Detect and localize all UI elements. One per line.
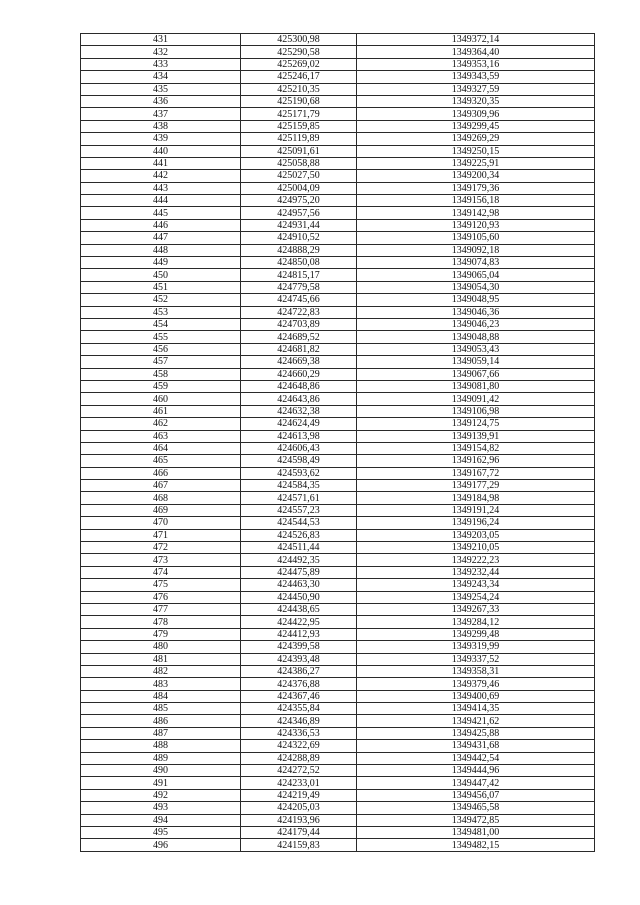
x-coordinate-cell: 425119,89 (241, 133, 357, 145)
y-coordinate-cell: 1349179,36 (357, 182, 595, 194)
point-number-cell: 442 (81, 170, 241, 182)
x-coordinate-cell: 424205,03 (241, 802, 357, 814)
table-row (81, 58, 595, 70)
table-row (81, 356, 595, 368)
y-coordinate-cell: 1349442,54 (357, 752, 595, 764)
x-coordinate-cell: 424910,52 (241, 232, 357, 244)
x-coordinate-cell: 424850,08 (241, 257, 357, 269)
x-coordinate-cell: 424386,27 (241, 665, 357, 677)
y-coordinate-cell: 1349250,15 (357, 145, 595, 157)
x-coordinate-cell: 425300,98 (241, 34, 357, 46)
table-row (81, 616, 595, 628)
point-number-cell: 486 (81, 715, 241, 727)
point-number-cell: 472 (81, 542, 241, 554)
table-row (81, 418, 595, 430)
x-coordinate-cell: 424475,89 (241, 566, 357, 578)
x-coordinate-cell: 424355,84 (241, 703, 357, 715)
point-number-cell: 436 (81, 95, 241, 107)
y-coordinate-cell: 1349067,66 (357, 368, 595, 380)
point-number-cell: 470 (81, 517, 241, 529)
x-coordinate-cell: 424557,23 (241, 504, 357, 516)
x-coordinate-cell: 424643,86 (241, 393, 357, 405)
x-coordinate-cell: 425091,61 (241, 145, 357, 157)
y-coordinate-cell: 1349105,60 (357, 232, 595, 244)
y-coordinate-cell: 1349074,83 (357, 257, 595, 269)
x-coordinate-cell: 425027,50 (241, 170, 357, 182)
x-coordinate-cell: 424233,01 (241, 777, 357, 789)
table-row (81, 430, 595, 442)
y-coordinate-cell: 1349184,98 (357, 492, 595, 504)
table-row (81, 715, 595, 727)
y-coordinate-cell: 1349299,48 (357, 628, 595, 640)
y-coordinate-cell: 1349142,98 (357, 207, 595, 219)
table-row (81, 752, 595, 764)
table-row (81, 257, 595, 269)
point-number-cell: 468 (81, 492, 241, 504)
table-row (81, 281, 595, 293)
y-coordinate-cell: 1349414,35 (357, 703, 595, 715)
y-coordinate-cell: 1349447,42 (357, 777, 595, 789)
table-row (81, 517, 595, 529)
table-row (81, 827, 595, 839)
y-coordinate-cell: 1349482,15 (357, 839, 595, 851)
table-row (81, 34, 595, 46)
x-coordinate-cell: 424412,93 (241, 628, 357, 640)
point-number-cell: 487 (81, 727, 241, 739)
x-coordinate-cell: 424648,86 (241, 380, 357, 392)
point-number-cell: 446 (81, 219, 241, 231)
point-number-cell: 471 (81, 529, 241, 541)
y-coordinate-cell: 1349364,40 (357, 46, 595, 58)
y-coordinate-cell: 1349222,23 (357, 554, 595, 566)
point-number-cell: 457 (81, 356, 241, 368)
y-coordinate-cell: 1349243,34 (357, 579, 595, 591)
table-row (81, 678, 595, 690)
point-number-cell: 483 (81, 678, 241, 690)
x-coordinate-cell: 424272,52 (241, 765, 357, 777)
x-coordinate-cell: 424689,52 (241, 331, 357, 343)
point-number-cell: 462 (81, 418, 241, 430)
x-coordinate-cell: 425246,17 (241, 71, 357, 83)
table-row (81, 690, 595, 702)
table-row (81, 368, 595, 380)
y-coordinate-cell: 1349353,16 (357, 58, 595, 70)
x-coordinate-cell: 424660,29 (241, 368, 357, 380)
table-row (81, 814, 595, 826)
y-coordinate-cell: 1349320,35 (357, 95, 595, 107)
x-coordinate-cell: 424815,17 (241, 269, 357, 281)
table-row (81, 740, 595, 752)
x-coordinate-cell: 424159,83 (241, 839, 357, 851)
x-coordinate-cell: 424624,49 (241, 418, 357, 430)
table-row (81, 492, 595, 504)
point-number-cell: 432 (81, 46, 241, 58)
x-coordinate-cell: 424681,82 (241, 343, 357, 355)
x-coordinate-cell: 424399,58 (241, 641, 357, 653)
point-number-cell: 461 (81, 405, 241, 417)
table-row (81, 269, 595, 281)
table-row (81, 665, 595, 677)
point-number-cell: 437 (81, 108, 241, 120)
x-coordinate-cell: 424336,53 (241, 727, 357, 739)
y-coordinate-cell: 1349156,18 (357, 195, 595, 207)
table-row (81, 157, 595, 169)
point-number-cell: 464 (81, 442, 241, 454)
y-coordinate-cell: 1349379,46 (357, 678, 595, 690)
point-number-cell: 492 (81, 789, 241, 801)
y-coordinate-cell: 1349059,14 (357, 356, 595, 368)
table-row (81, 442, 595, 454)
x-coordinate-cell: 424957,56 (241, 207, 357, 219)
point-number-cell: 495 (81, 827, 241, 839)
table-row (81, 566, 595, 578)
y-coordinate-cell: 1349203,05 (357, 529, 595, 541)
y-coordinate-cell: 1349284,12 (357, 616, 595, 628)
y-coordinate-cell: 1349091,42 (357, 393, 595, 405)
y-coordinate-cell: 1349358,31 (357, 665, 595, 677)
table-row (81, 802, 595, 814)
x-coordinate-cell: 424463,30 (241, 579, 357, 591)
y-coordinate-cell: 1349046,36 (357, 306, 595, 318)
table-row (81, 529, 595, 541)
point-number-cell: 444 (81, 195, 241, 207)
y-coordinate-cell: 1349054,30 (357, 281, 595, 293)
point-number-cell: 494 (81, 814, 241, 826)
point-number-cell: 452 (81, 294, 241, 306)
y-coordinate-cell: 1349191,24 (357, 504, 595, 516)
point-number-cell: 480 (81, 641, 241, 653)
x-coordinate-cell: 424598,49 (241, 455, 357, 467)
point-number-cell: 441 (81, 157, 241, 169)
table-row (81, 232, 595, 244)
y-coordinate-cell: 1349177,29 (357, 480, 595, 492)
x-coordinate-cell: 425190,68 (241, 95, 357, 107)
x-coordinate-cell: 424632,38 (241, 405, 357, 417)
point-number-cell: 476 (81, 591, 241, 603)
x-coordinate-cell: 424606,43 (241, 442, 357, 454)
point-number-cell: 450 (81, 269, 241, 281)
x-coordinate-cell: 424931,44 (241, 219, 357, 231)
table-row (81, 628, 595, 640)
y-coordinate-cell: 1349092,18 (357, 244, 595, 256)
table-row (81, 120, 595, 132)
y-coordinate-cell: 1349225,91 (357, 157, 595, 169)
table-row (81, 727, 595, 739)
y-coordinate-cell: 1349106,98 (357, 405, 595, 417)
table-row (81, 207, 595, 219)
x-coordinate-cell: 424492,35 (241, 554, 357, 566)
x-coordinate-cell: 425171,79 (241, 108, 357, 120)
y-coordinate-cell: 1349167,72 (357, 467, 595, 479)
point-number-cell: 467 (81, 480, 241, 492)
y-coordinate-cell: 1349046,23 (357, 318, 595, 330)
table-row (81, 195, 595, 207)
table-row (81, 480, 595, 492)
x-coordinate-cell: 424193,96 (241, 814, 357, 826)
point-number-cell: 473 (81, 554, 241, 566)
y-coordinate-cell: 1349120,93 (357, 219, 595, 231)
table-row (81, 542, 595, 554)
y-coordinate-cell: 1349065,04 (357, 269, 595, 281)
point-number-cell: 445 (81, 207, 241, 219)
point-number-cell: 465 (81, 455, 241, 467)
point-number-cell: 447 (81, 232, 241, 244)
point-number-cell: 469 (81, 504, 241, 516)
point-number-cell: 475 (81, 579, 241, 591)
point-number-cell: 482 (81, 665, 241, 677)
y-coordinate-cell: 1349124,75 (357, 418, 595, 430)
point-number-cell: 489 (81, 752, 241, 764)
table-row (81, 380, 595, 392)
table-row (81, 467, 595, 479)
point-number-cell: 460 (81, 393, 241, 405)
table-row (81, 71, 595, 83)
x-coordinate-cell: 424571,61 (241, 492, 357, 504)
y-coordinate-cell: 1349210,05 (357, 542, 595, 554)
y-coordinate-cell: 1349327,59 (357, 83, 595, 95)
point-number-cell: 449 (81, 257, 241, 269)
x-coordinate-cell: 424376,88 (241, 678, 357, 690)
x-coordinate-cell: 424288,89 (241, 752, 357, 764)
table-row (81, 306, 595, 318)
point-number-cell: 484 (81, 690, 241, 702)
point-number-cell: 433 (81, 58, 241, 70)
y-coordinate-cell: 1349139,91 (357, 430, 595, 442)
x-coordinate-cell: 424526,83 (241, 529, 357, 541)
table-row (81, 219, 595, 231)
point-number-cell: 440 (81, 145, 241, 157)
table-row (81, 182, 595, 194)
point-number-cell: 431 (81, 34, 241, 46)
x-coordinate-cell: 424511,44 (241, 542, 357, 554)
table-row (81, 653, 595, 665)
point-number-cell: 443 (81, 182, 241, 194)
point-number-cell: 439 (81, 133, 241, 145)
y-coordinate-cell: 1349200,34 (357, 170, 595, 182)
x-coordinate-cell: 425159,85 (241, 120, 357, 132)
table-row (81, 318, 595, 330)
x-coordinate-cell: 424745,66 (241, 294, 357, 306)
x-coordinate-cell: 425290,58 (241, 46, 357, 58)
x-coordinate-cell: 424450,90 (241, 591, 357, 603)
table-row (81, 554, 595, 566)
x-coordinate-cell: 425058,88 (241, 157, 357, 169)
table-row (81, 244, 595, 256)
x-coordinate-cell: 424975,20 (241, 195, 357, 207)
y-coordinate-cell: 1349081,80 (357, 380, 595, 392)
table-row (81, 393, 595, 405)
point-number-cell: 478 (81, 616, 241, 628)
y-coordinate-cell: 1349400,69 (357, 690, 595, 702)
table-row (81, 703, 595, 715)
x-coordinate-cell: 424179,44 (241, 827, 357, 839)
x-coordinate-cell: 424593,62 (241, 467, 357, 479)
point-number-cell: 491 (81, 777, 241, 789)
point-number-cell: 448 (81, 244, 241, 256)
x-coordinate-cell: 424669,38 (241, 356, 357, 368)
x-coordinate-cell: 424367,46 (241, 690, 357, 702)
y-coordinate-cell: 1349319,99 (357, 641, 595, 653)
point-number-cell: 493 (81, 802, 241, 814)
point-number-cell: 485 (81, 703, 241, 715)
x-coordinate-cell: 424779,58 (241, 281, 357, 293)
table-row (81, 641, 595, 653)
y-coordinate-cell: 1349337,52 (357, 653, 595, 665)
y-coordinate-cell: 1349343,59 (357, 71, 595, 83)
table-row (81, 455, 595, 467)
point-number-cell: 490 (81, 765, 241, 777)
y-coordinate-cell: 1349269,29 (357, 133, 595, 145)
point-number-cell: 458 (81, 368, 241, 380)
y-coordinate-cell: 1349444,96 (357, 765, 595, 777)
x-coordinate-cell: 424544,53 (241, 517, 357, 529)
x-coordinate-cell: 424422,95 (241, 616, 357, 628)
point-number-cell: 477 (81, 603, 241, 615)
y-coordinate-cell: 1349053,43 (357, 343, 595, 355)
point-number-cell: 453 (81, 306, 241, 318)
table-row (81, 777, 595, 789)
table-row (81, 133, 595, 145)
point-number-cell: 455 (81, 331, 241, 343)
x-coordinate-cell: 424438,65 (241, 603, 357, 615)
table-row (81, 839, 595, 851)
y-coordinate-cell: 1349309,96 (357, 108, 595, 120)
x-coordinate-cell: 424722,83 (241, 306, 357, 318)
y-coordinate-cell: 1349232,44 (357, 566, 595, 578)
y-coordinate-cell: 1349465,58 (357, 802, 595, 814)
x-coordinate-cell: 424346,89 (241, 715, 357, 727)
point-number-cell: 438 (81, 120, 241, 132)
x-coordinate-cell: 425210,35 (241, 83, 357, 95)
x-coordinate-cell: 424322,69 (241, 740, 357, 752)
table-row (81, 765, 595, 777)
y-coordinate-cell: 1349048,95 (357, 294, 595, 306)
coordinates-table-body (81, 34, 595, 852)
coordinates-table (80, 33, 595, 852)
table-row (81, 789, 595, 801)
x-coordinate-cell: 424393,48 (241, 653, 357, 665)
point-number-cell: 481 (81, 653, 241, 665)
point-number-cell: 459 (81, 380, 241, 392)
y-coordinate-cell: 1349154,82 (357, 442, 595, 454)
point-number-cell: 463 (81, 430, 241, 442)
table-row (81, 170, 595, 182)
x-coordinate-cell: 424613,98 (241, 430, 357, 442)
point-number-cell: 456 (81, 343, 241, 355)
y-coordinate-cell: 1349372,14 (357, 34, 595, 46)
point-number-cell: 454 (81, 318, 241, 330)
y-coordinate-cell: 1349481,00 (357, 827, 595, 839)
x-coordinate-cell: 424219,49 (241, 789, 357, 801)
point-number-cell: 435 (81, 83, 241, 95)
point-number-cell: 434 (81, 71, 241, 83)
table-row (81, 145, 595, 157)
y-coordinate-cell: 1349162,96 (357, 455, 595, 467)
table-row (81, 331, 595, 343)
table-row (81, 405, 595, 417)
table-row (81, 294, 595, 306)
x-coordinate-cell: 425269,02 (241, 58, 357, 70)
table-row (81, 603, 595, 615)
point-number-cell: 466 (81, 467, 241, 479)
table-row (81, 504, 595, 516)
x-coordinate-cell: 424888,29 (241, 244, 357, 256)
point-number-cell: 488 (81, 740, 241, 752)
y-coordinate-cell: 1349254,24 (357, 591, 595, 603)
x-coordinate-cell: 424584,35 (241, 480, 357, 492)
point-number-cell: 479 (81, 628, 241, 640)
table-row (81, 343, 595, 355)
y-coordinate-cell: 1349421,62 (357, 715, 595, 727)
table-row (81, 591, 595, 603)
point-number-cell: 451 (81, 281, 241, 293)
y-coordinate-cell: 1349472,85 (357, 814, 595, 826)
table-row (81, 95, 595, 107)
y-coordinate-cell: 1349048,88 (357, 331, 595, 343)
y-coordinate-cell: 1349425,88 (357, 727, 595, 739)
point-number-cell: 474 (81, 566, 241, 578)
table-row (81, 83, 595, 95)
y-coordinate-cell: 1349456,07 (357, 789, 595, 801)
y-coordinate-cell: 1349267,33 (357, 603, 595, 615)
table-row (81, 579, 595, 591)
x-coordinate-cell: 424703,89 (241, 318, 357, 330)
x-coordinate-cell: 425004,09 (241, 182, 357, 194)
point-number-cell: 496 (81, 839, 241, 851)
y-coordinate-cell: 1349299,45 (357, 120, 595, 132)
table-row (81, 108, 595, 120)
y-coordinate-cell: 1349431,68 (357, 740, 595, 752)
y-coordinate-cell: 1349196,24 (357, 517, 595, 529)
table-row (81, 46, 595, 58)
